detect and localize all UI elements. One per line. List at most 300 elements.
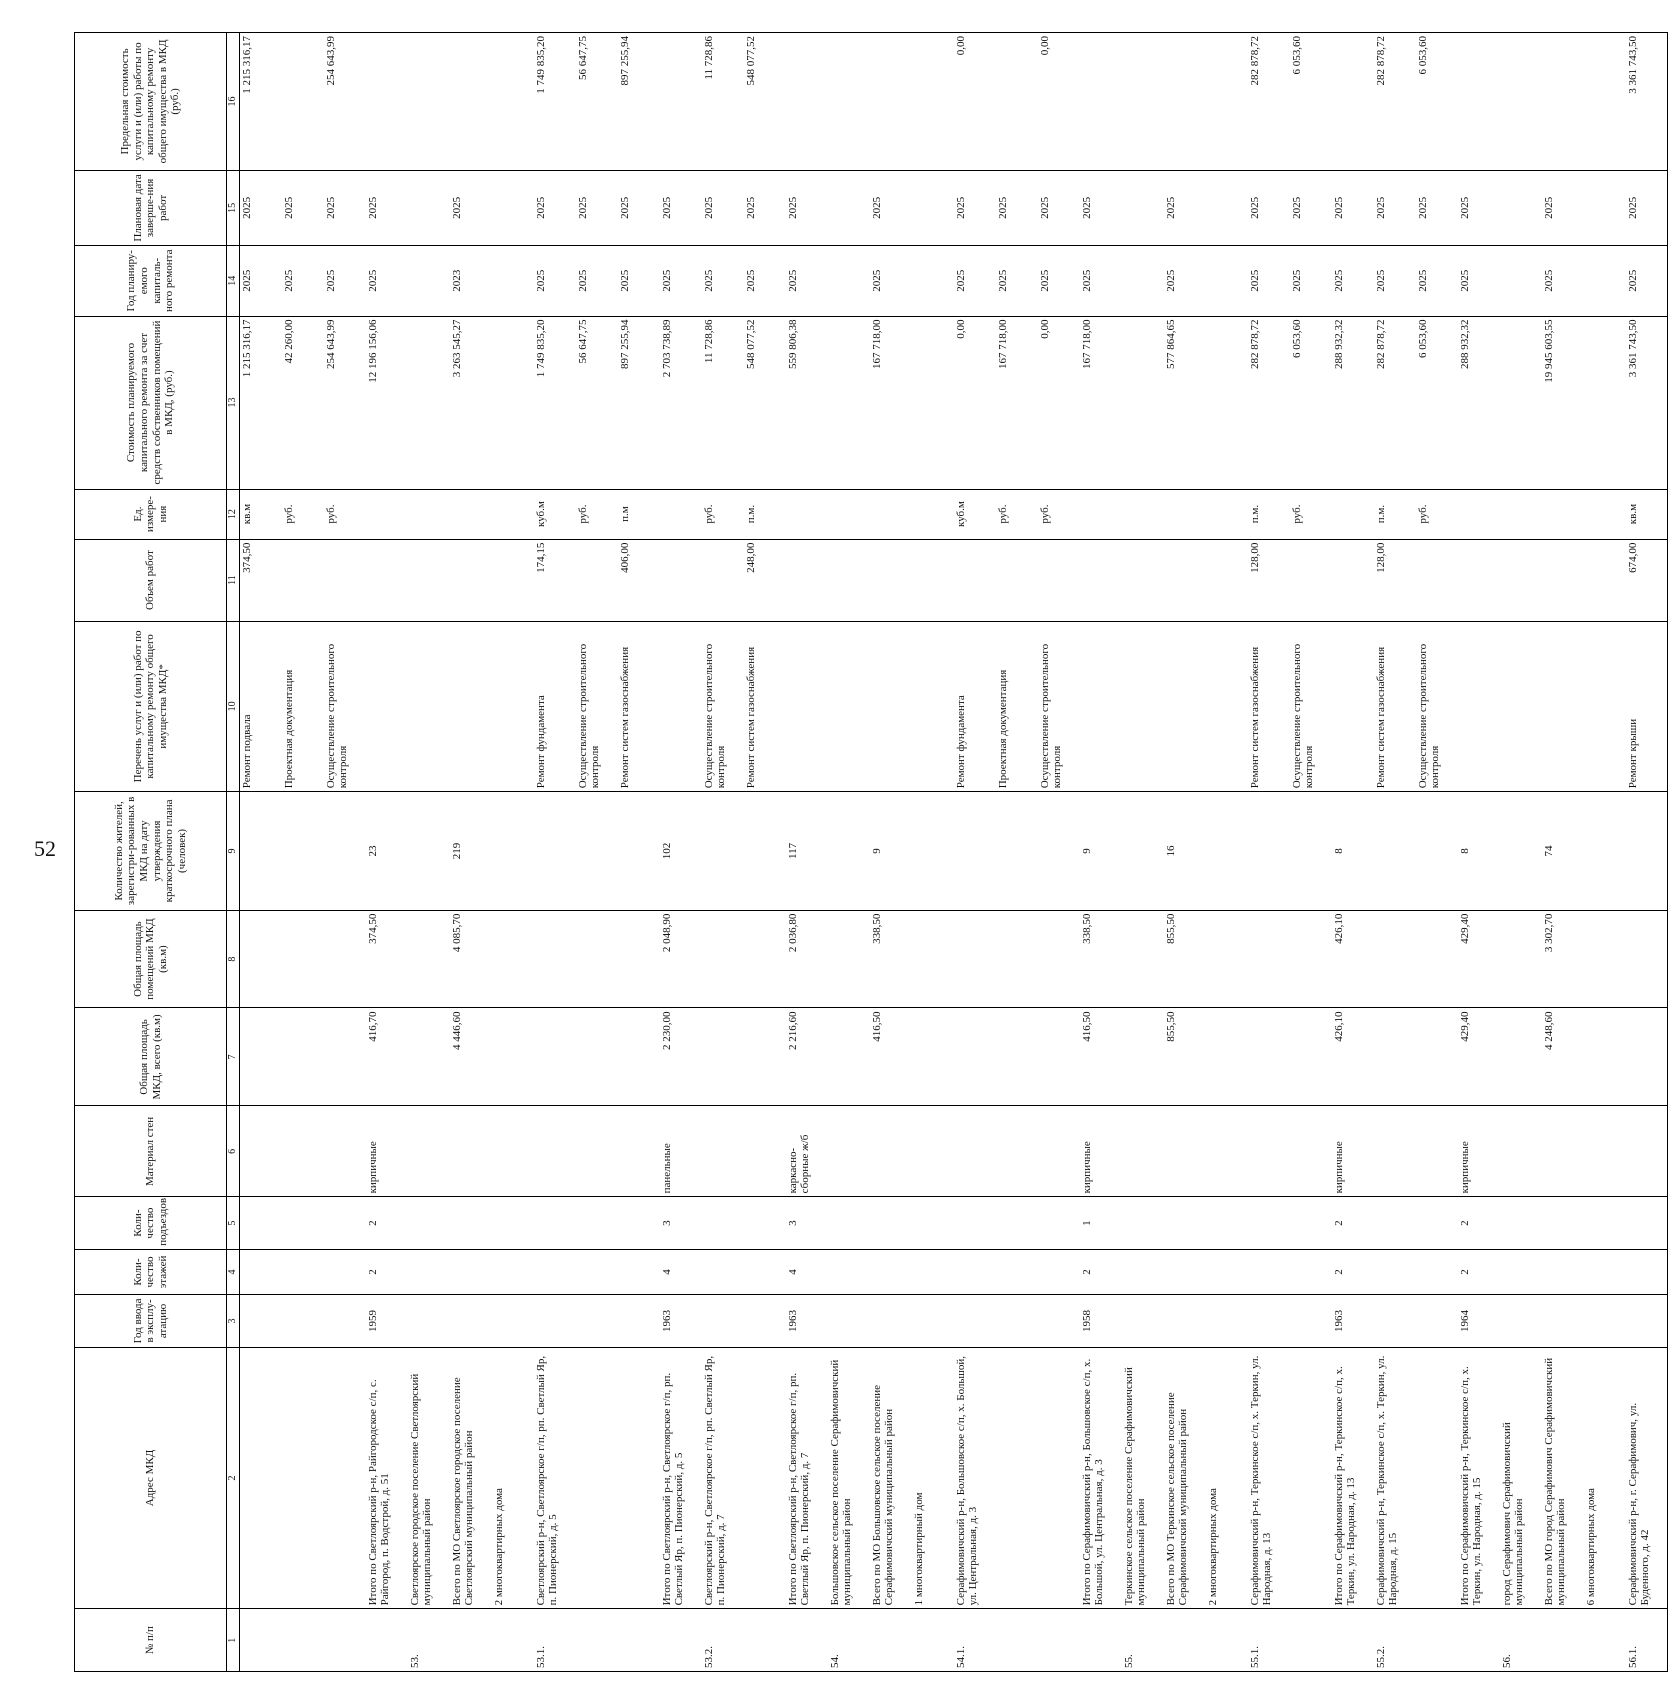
table-cell (1542, 489, 1584, 539)
table-cell (912, 1249, 954, 1295)
table-cell (492, 245, 534, 316)
table-cell (1542, 1197, 1584, 1249)
table-cell: Теркинское сельское поселение Серафимовичский муниципальный район (1122, 1347, 1164, 1609)
table-cell (1500, 1295, 1542, 1347)
table-cell: 1 215 316,17 (240, 316, 282, 489)
table-cell (1164, 1106, 1206, 1197)
table-cell (1542, 33, 1584, 171)
table-cell (1038, 539, 1080, 621)
header-row (75, 33, 227, 1672)
table-cell: Ремонт крыши (1626, 621, 1668, 792)
table-cell (954, 1249, 996, 1295)
table-cell: 2025 (1038, 170, 1080, 245)
table-cell (744, 1249, 786, 1295)
table-cell (828, 910, 870, 1008)
table-cell (954, 539, 996, 621)
table-cell: 2025 (534, 245, 576, 316)
table-cell (870, 33, 912, 171)
table-cell (576, 1295, 618, 1347)
table-cell (1290, 792, 1332, 910)
table-cell (408, 1249, 450, 1295)
table-cell (870, 1295, 912, 1347)
table-cell (912, 1295, 954, 1347)
table-cell: 254 643,99 (324, 316, 366, 489)
table-cell: 3 (786, 1197, 828, 1249)
table-cell: 855,50 (1164, 1008, 1206, 1106)
table-cell: 2 (1458, 1197, 1500, 1249)
table-cell: 429,40 (1458, 910, 1500, 1008)
table-cell (1206, 316, 1248, 489)
table-cell (828, 316, 870, 489)
table-cell (828, 621, 870, 792)
table-cell: 897 255,94 (618, 316, 660, 489)
table-cell: 167 718,00 (996, 316, 1038, 489)
table-cell (996, 792, 1038, 910)
table-cell: Проектная документация (996, 621, 1038, 792)
table-cell (996, 1008, 1038, 1106)
table-cell: п.м. (1374, 489, 1416, 539)
table-cell (282, 910, 324, 1008)
table-cell: Проектная документация (282, 621, 324, 792)
table-cell: 426,10 (1332, 910, 1374, 1008)
table-cell: Светлоярское городское поселение Светлоярский муниципальный район (408, 1347, 450, 1609)
table-cell: Ремонт фундамента (954, 621, 996, 792)
table-cell: руб. (1416, 489, 1458, 539)
table-cell (954, 910, 996, 1008)
table-cell (702, 1295, 744, 1347)
table-cell: 167 718,00 (1080, 316, 1122, 489)
table-cell: 855,50 (1164, 910, 1206, 1008)
table-cell: 1958 (1080, 1295, 1122, 1347)
table-cell (702, 1106, 744, 1197)
table-cell (702, 1008, 744, 1106)
table-cell (240, 1106, 282, 1197)
table-cell (1626, 910, 1668, 1008)
table-cell: 2025 (1542, 170, 1584, 245)
table-cell: 102 (660, 792, 702, 910)
table-cell: руб. (1038, 489, 1080, 539)
table-cell (1164, 1609, 1206, 1672)
table-cell (1626, 1106, 1668, 1197)
column-number: 6 (227, 1106, 240, 1197)
column-header: Год планиру-емого капиталь-ного ремонта (75, 245, 227, 316)
table-cell (1458, 621, 1500, 792)
table-cell (408, 170, 450, 245)
table-cell (240, 1008, 282, 1106)
table-cell (324, 1609, 366, 1672)
table-cell: 2025 (1416, 245, 1458, 316)
table-cell (828, 1249, 870, 1295)
table-cell: 3 361 743,50 (1626, 33, 1668, 171)
table-cell: 2025 (1080, 170, 1122, 245)
table-row (1248, 33, 1290, 1672)
table-cell: 54. (828, 1609, 870, 1672)
table-cell (1122, 316, 1164, 489)
table-cell: 2025 (1374, 170, 1416, 245)
table-cell (1164, 539, 1206, 621)
table-row (786, 33, 828, 1672)
table-cell (1332, 33, 1374, 171)
column-header: Общая площадь помещений МКД (кв.м) (75, 910, 227, 1008)
table-cell (1416, 792, 1458, 910)
table-row (660, 33, 702, 1672)
table-row (1122, 33, 1164, 1672)
table-row (996, 33, 1038, 1672)
table-cell: 2025 (1290, 170, 1332, 245)
table-cell (744, 910, 786, 1008)
table-cell: Итого по Серафимовичский р-н, Теркинское с/п, х. Теркин, ул. Народная, д. 15 (1458, 1347, 1500, 1609)
table-cell (576, 1197, 618, 1249)
table-cell: 2 (1332, 1197, 1374, 1249)
table-cell: руб. (282, 489, 324, 539)
table-cell (1248, 792, 1290, 910)
table-cell (744, 792, 786, 910)
table-cell (1248, 1008, 1290, 1106)
table-cell: Всего по МО Большовское сельское поселение Серафимовичский муниципальный район (870, 1347, 912, 1609)
table-cell (828, 1106, 870, 1197)
table-cell: Итого по Светлоярский р-н, Светлоярское г/п, рп. Светлый Яр, п. Пионерский, д. 5 (660, 1347, 702, 1609)
table-row (618, 33, 660, 1672)
table-cell (1122, 1295, 1164, 1347)
table-cell (660, 489, 702, 539)
table-cell: кирпичные (1332, 1106, 1374, 1197)
table-cell (1374, 1008, 1416, 1106)
table-cell: 338,50 (870, 910, 912, 1008)
table-cell: Осуществление строительного контроля (1290, 621, 1332, 792)
table-cell (408, 316, 450, 489)
table-cell (1374, 1106, 1416, 1197)
table-cell: 2025 (702, 170, 744, 245)
table-cell: 2025 (870, 245, 912, 316)
table-cell (1542, 621, 1584, 792)
table-cell (450, 539, 492, 621)
table-cell: 2025 (240, 245, 282, 316)
table-cell: п.м. (744, 489, 786, 539)
column-number: 15 (227, 170, 240, 245)
table-cell (1584, 1008, 1626, 1106)
table-cell (282, 1609, 324, 1672)
table-cell: 2 048,90 (660, 910, 702, 1008)
table-cell (534, 910, 576, 1008)
table-cell (618, 792, 660, 910)
table-cell (996, 910, 1038, 1008)
table-cell (1626, 1008, 1668, 1106)
table-cell (450, 1295, 492, 1347)
table-cell (1584, 621, 1626, 792)
table-cell: 12 196 156,06 (366, 316, 408, 489)
table-cell: Ремонт систем газоснабжения (1248, 621, 1290, 792)
table-cell (324, 539, 366, 621)
table-cell: руб. (996, 489, 1038, 539)
table-cell: 55.1. (1248, 1609, 1290, 1672)
table-cell (618, 910, 660, 1008)
table-cell (1542, 1295, 1584, 1347)
table-cell: Светлоярский р-н, Светлоярское г/п, рп. Светлый Яр, п. Пионерский, д. 7 (702, 1347, 744, 1609)
table-cell (534, 1197, 576, 1249)
table-cell (576, 1249, 618, 1295)
table-cell (996, 1609, 1038, 1672)
table-cell: 8 (1332, 792, 1374, 910)
table-cell (1416, 539, 1458, 621)
table-cell: 2025 (618, 245, 660, 316)
table-cell: 1964 (1458, 1295, 1500, 1347)
table-cell: 56. (1500, 1609, 1542, 1672)
table-cell: 374,50 (366, 910, 408, 1008)
column-header: Год ввода в эксплу-атацию (75, 1295, 227, 1347)
table-cell: 429,40 (1458, 1008, 1500, 1106)
table-cell (1416, 1347, 1458, 1609)
table-cell (786, 539, 828, 621)
table-cell: 2 (1458, 1249, 1500, 1295)
table-cell (492, 621, 534, 792)
table-cell (996, 1347, 1038, 1609)
table-cell: 167 718,00 (870, 316, 912, 489)
table-cell: 2025 (870, 170, 912, 245)
table-cell (1206, 792, 1248, 910)
table-cell: 288 932,32 (1332, 316, 1374, 489)
table-cell (828, 1008, 870, 1106)
table-cell: 4 085,70 (450, 910, 492, 1008)
column-number: 13 (227, 316, 240, 489)
table-cell: 0,00 (954, 316, 996, 489)
table-cell (1206, 910, 1248, 1008)
table-cell (1626, 1197, 1668, 1249)
table-cell: 2025 (324, 170, 366, 245)
table-row (324, 33, 366, 1672)
table-cell (1122, 792, 1164, 910)
table-cell (1038, 792, 1080, 910)
table-cell: 2025 (1458, 245, 1500, 316)
table-cell (786, 621, 828, 792)
table-cell (408, 1008, 450, 1106)
table-cell (282, 1295, 324, 1347)
table-cell: кирпичные (1080, 1106, 1122, 1197)
table-cell (1542, 1609, 1584, 1672)
table-row (1038, 33, 1080, 1672)
table-cell: 1963 (786, 1295, 828, 1347)
column-header: Коли-чество подъездов (75, 1197, 227, 1249)
table-cell (702, 1197, 744, 1249)
table-cell (1122, 170, 1164, 245)
table-cell: 4 (660, 1249, 702, 1295)
table-cell (828, 1197, 870, 1249)
table-cell (870, 1106, 912, 1197)
table-cell: 53.1. (534, 1609, 576, 1672)
table-cell (576, 1609, 618, 1672)
table-cell: 1 749 835,20 (534, 316, 576, 489)
table-cell (366, 539, 408, 621)
table-cell (1122, 1249, 1164, 1295)
table-cell: 9 (1080, 792, 1122, 910)
table-cell (1290, 1249, 1332, 1295)
column-number: 4 (227, 1249, 240, 1295)
table-cell: 128,00 (1374, 539, 1416, 621)
table-cell: 2025 (1542, 245, 1584, 316)
column-number: 14 (227, 245, 240, 316)
table-cell: 2025 (1248, 170, 1290, 245)
table-cell (954, 1295, 996, 1347)
table-cell: Осуществление строительного контроля (324, 621, 366, 792)
table-cell (1206, 170, 1248, 245)
table-cell (492, 539, 534, 621)
table-cell (576, 792, 618, 910)
table-cell: 53.2. (702, 1609, 744, 1672)
table-cell (534, 792, 576, 910)
table-cell (618, 1008, 660, 1106)
table-cell (492, 1295, 534, 1347)
table-cell (660, 621, 702, 792)
table-cell: 2025 (576, 245, 618, 316)
table-cell (1206, 1106, 1248, 1197)
table-cell (702, 539, 744, 621)
table-cell (1206, 1609, 1248, 1672)
table-cell (1584, 245, 1626, 316)
table-cell (1332, 539, 1374, 621)
table-cell: 2 (1080, 1249, 1122, 1295)
table-cell: 0,00 (1038, 316, 1080, 489)
table-cell (1584, 910, 1626, 1008)
table-cell (1416, 1008, 1458, 1106)
table-cell: 53. (408, 1609, 450, 1672)
table-cell (660, 1609, 702, 1672)
table-row (1626, 33, 1668, 1672)
table-cell (408, 489, 450, 539)
table-cell (1584, 1295, 1626, 1347)
table-row (1458, 33, 1500, 1672)
table-cell (954, 1106, 996, 1197)
table-cell (576, 1008, 618, 1106)
table-cell (1500, 621, 1542, 792)
table-cell (1206, 1249, 1248, 1295)
table-cell (870, 621, 912, 792)
table-cell (744, 1197, 786, 1249)
column-number: 12 (227, 489, 240, 539)
table-cell: 11 728,86 (702, 33, 744, 171)
column-header: Предельная стоимость услуги и (или) работы по капитальному ремонту общего имущества в МКД (руб.) (75, 33, 227, 171)
column-number: 7 (227, 1008, 240, 1106)
table-cell (534, 1106, 576, 1197)
table-cell: 288 932,32 (1458, 316, 1500, 489)
table-cell (1458, 539, 1500, 621)
table-cell: 416,50 (1080, 1008, 1122, 1106)
table-cell (492, 489, 534, 539)
table-cell: 54.1. (954, 1609, 996, 1672)
column-numbers-row (227, 33, 240, 1672)
table-cell (744, 1609, 786, 1672)
table-cell: 2025 (1626, 245, 1668, 316)
table-cell: 282 878,72 (1248, 316, 1290, 489)
table-row (450, 33, 492, 1672)
table-cell (1038, 1197, 1080, 1249)
table-cell: 1963 (1332, 1295, 1374, 1347)
table-cell (282, 1347, 324, 1609)
table-cell: Серафимовичский р-н, г. Серафимович, ул. Буденного, д. 42 (1626, 1347, 1668, 1609)
table-cell (786, 33, 828, 171)
table-cell: Осуществление строительного контроля (1038, 621, 1080, 792)
table-cell (1080, 489, 1122, 539)
table-cell (1332, 1609, 1374, 1672)
table-cell: Всего по МО Теркинское сельское поселение Серафимовичский муниципальный район (1164, 1347, 1206, 1609)
table-cell (1290, 1295, 1332, 1347)
table-cell (1500, 539, 1542, 621)
column-header: № п/п (75, 1609, 227, 1672)
table-cell: Ремонт фундамента (534, 621, 576, 792)
table-cell: 117 (786, 792, 828, 910)
table-cell: 2 703 738,89 (660, 316, 702, 489)
table-cell (828, 792, 870, 910)
table-cell (240, 910, 282, 1008)
table-cell (954, 1197, 996, 1249)
table-cell: Серафимовичский р-н, Теркинское с/п, х. Теркин, ул. Народная, д. 15 (1374, 1347, 1416, 1609)
table-cell: 55.2. (1374, 1609, 1416, 1672)
table-cell (1374, 910, 1416, 1008)
table-cell: 6 053,60 (1416, 33, 1458, 171)
table-cell: 2 230,00 (660, 1008, 702, 1106)
table-cell: п.м. (1248, 489, 1290, 539)
table-cell (1290, 1197, 1332, 1249)
table-row (1164, 33, 1206, 1672)
table-row (912, 33, 954, 1672)
column-header: Стоимость планируемого капитального ремонта за счет средств собственников помещений в МКД, (руб.) (75, 316, 227, 489)
table-cell: Светлоярский р-н, Светлоярское г/п, рп. Светлый Яр, п. Пионерский, д. 5 (534, 1347, 576, 1609)
table-cell: 2025 (1164, 170, 1206, 245)
table-cell (996, 1106, 1038, 1197)
table-cell (1500, 33, 1542, 171)
table-cell (1164, 1197, 1206, 1249)
table-cell: Ремонт подвала (240, 621, 282, 792)
table-cell: 1 многоквартирный дом (912, 1347, 954, 1609)
table-cell: 577 864,65 (1164, 316, 1206, 489)
table-cell (408, 245, 450, 316)
table-cell: Всего по МО Светлоярское городское поселение Светлоярский муниципальный район (450, 1347, 492, 1609)
table-cell: 1963 (660, 1295, 702, 1347)
table-cell: 2025 (1332, 170, 1374, 245)
table-cell: Итого по Светлоярский р-н, Светлоярское г/п, рп. Светлый Яр, п. Пионерский, д. 7 (786, 1347, 828, 1609)
table-cell (492, 910, 534, 1008)
table-cell: 2025 (1290, 245, 1332, 316)
table-cell (324, 910, 366, 1008)
table-cell: 282 878,72 (1374, 316, 1416, 489)
table-cell (408, 1295, 450, 1347)
table-cell: 2025 (1626, 170, 1668, 245)
table-cell (996, 1249, 1038, 1295)
table-cell (1122, 33, 1164, 171)
table-row (1374, 33, 1416, 1672)
table-row (744, 33, 786, 1672)
capital-repair-table (74, 32, 1668, 1672)
table-cell (1500, 316, 1542, 489)
table-cell (1374, 1197, 1416, 1249)
table-cell (996, 539, 1038, 621)
table-cell (618, 1106, 660, 1197)
column-number: 1 (227, 1609, 240, 1672)
table-cell (366, 33, 408, 171)
table-cell: 2 (1332, 1249, 1374, 1295)
table-cell: 56 647,75 (576, 33, 618, 171)
table-cell: 2 (366, 1197, 408, 1249)
table-cell (1038, 910, 1080, 1008)
table-cell (450, 1106, 492, 1197)
table-cell: 897 255,94 (618, 33, 660, 171)
column-header: Перечень услуг и (или) работ по капитальному ремонту общего имущества МКД* (75, 621, 227, 792)
table-cell: 2025 (240, 170, 282, 245)
table-cell (912, 792, 954, 910)
table-cell (1458, 33, 1500, 171)
table-cell: 2025 (1332, 245, 1374, 316)
table-cell (1500, 1106, 1542, 1197)
table-cell: 56 647,75 (576, 316, 618, 489)
table-row (366, 33, 408, 1672)
